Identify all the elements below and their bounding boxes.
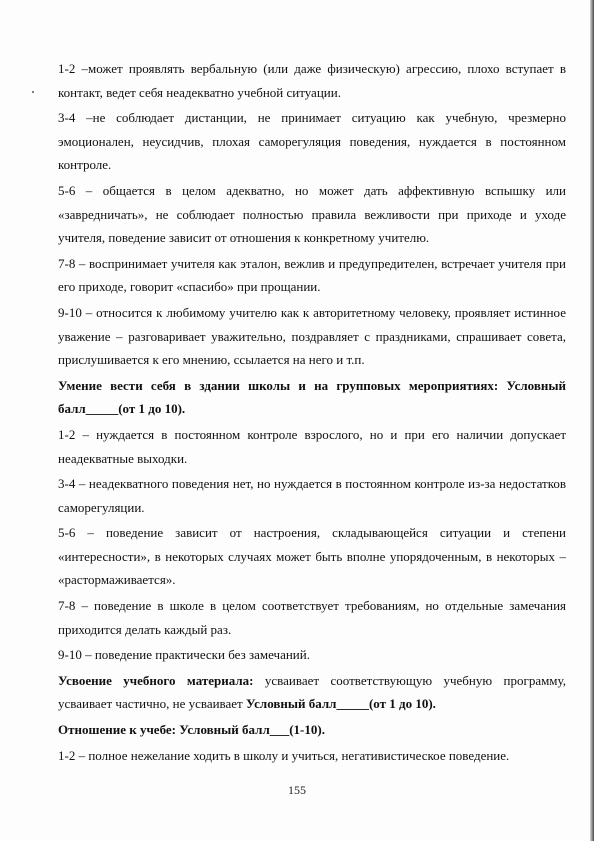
- paragraph-criteria-7-8: 7-8 – воспринимает учителя как эталон, вежлив и предупредителен, встречает учителя при его приходе, говорит «спасибо» при прощании.: [58, 255, 566, 295]
- paragraph-behavior-7-8: 7-8 – поведение в школе в целом соответствует требованиям, но отдельные замечания приходится делать каждый раз.: [58, 598, 566, 637]
- page-number: 155: [288, 783, 306, 797]
- mastery-text: усваивает соответствующую учебную программу, усваивает частично, не усваивает: [58, 672, 566, 712]
- scan-speck: [32, 91, 34, 93]
- paragraph-criteria-5-6: 5-6 – общается в целом адекватно, но может дать аффективную вспышку или «завредничать», не соблюдает полностью правила вежливости при приходе и уходе учителя, поведение зависит от отношения к конкретному учителю.: [58, 182, 566, 246]
- mastery-score: Условный балл_____(от 1 до 10).: [246, 696, 436, 712]
- paragraph-attitude-1-2: 1-2 – полное нежелание ходить в школу и учиться, негативистическое поведение.: [58, 747, 510, 763]
- paragraph-material-mastery: [58, 669, 566, 716]
- scan-edge: [590, 0, 594, 841]
- section-heading-behavior-in-school: Умение вести себя в здании школы и на групповых мероприятиях: Условный балл_____(от 1 до 10).: [58, 377, 566, 417]
- paragraph-behavior-9-10: 9-10 – поведение практически без замечаний.: [58, 647, 310, 663]
- page-body: [58, 57, 566, 767]
- paragraph-behavior-1-2: 1-2 – нуждается в постоянном контроле взрослого, но и при его наличии допускает неадекватные выходки.: [58, 426, 566, 466]
- paragraph-criteria-9-10: 9-10 – относится к любимому учителю как к авторитетному человеку, проявляет истинное уважение – разговаривает уважительно, поздравляет с праздниками, спрашивает совета, прислушивается к его мнению, ссылается на него и т.п.: [58, 304, 566, 368]
- mastery-label: Усвоение учебного материала:: [58, 672, 254, 688]
- paragraph-criteria-1-2: 1-2 –может проявлять вербальную (или даже физическую) агрессию, плохо вступает в контакт, ведет себя неадекватно учебной ситуации.: [58, 61, 566, 100]
- section-heading-attitude-to-study: Отношение к учебе: Условный балл___(1-10).: [58, 722, 325, 738]
- paragraph-behavior-5-6: 5-6 – поведение зависит от настроения, складывающейся ситуации и степени «интересности», в некоторых случаях может быть вполне упорядоченным, в некоторых – «растормаживается».: [58, 525, 566, 588]
- paragraph-criteria-3-4: 3-4 –не соблюдает дистанции, не принимает ситуацию как учебную, чрезмерно эмоционален, неусидчив, плохая саморегуляция поведения, нуждается в постоянном контроле.: [58, 110, 566, 173]
- paragraph-behavior-3-4: 3-4 – неадекватного поведения нет, но нуждается в постоянном контроле из-за недостатков саморегуляции.: [58, 476, 566, 515]
